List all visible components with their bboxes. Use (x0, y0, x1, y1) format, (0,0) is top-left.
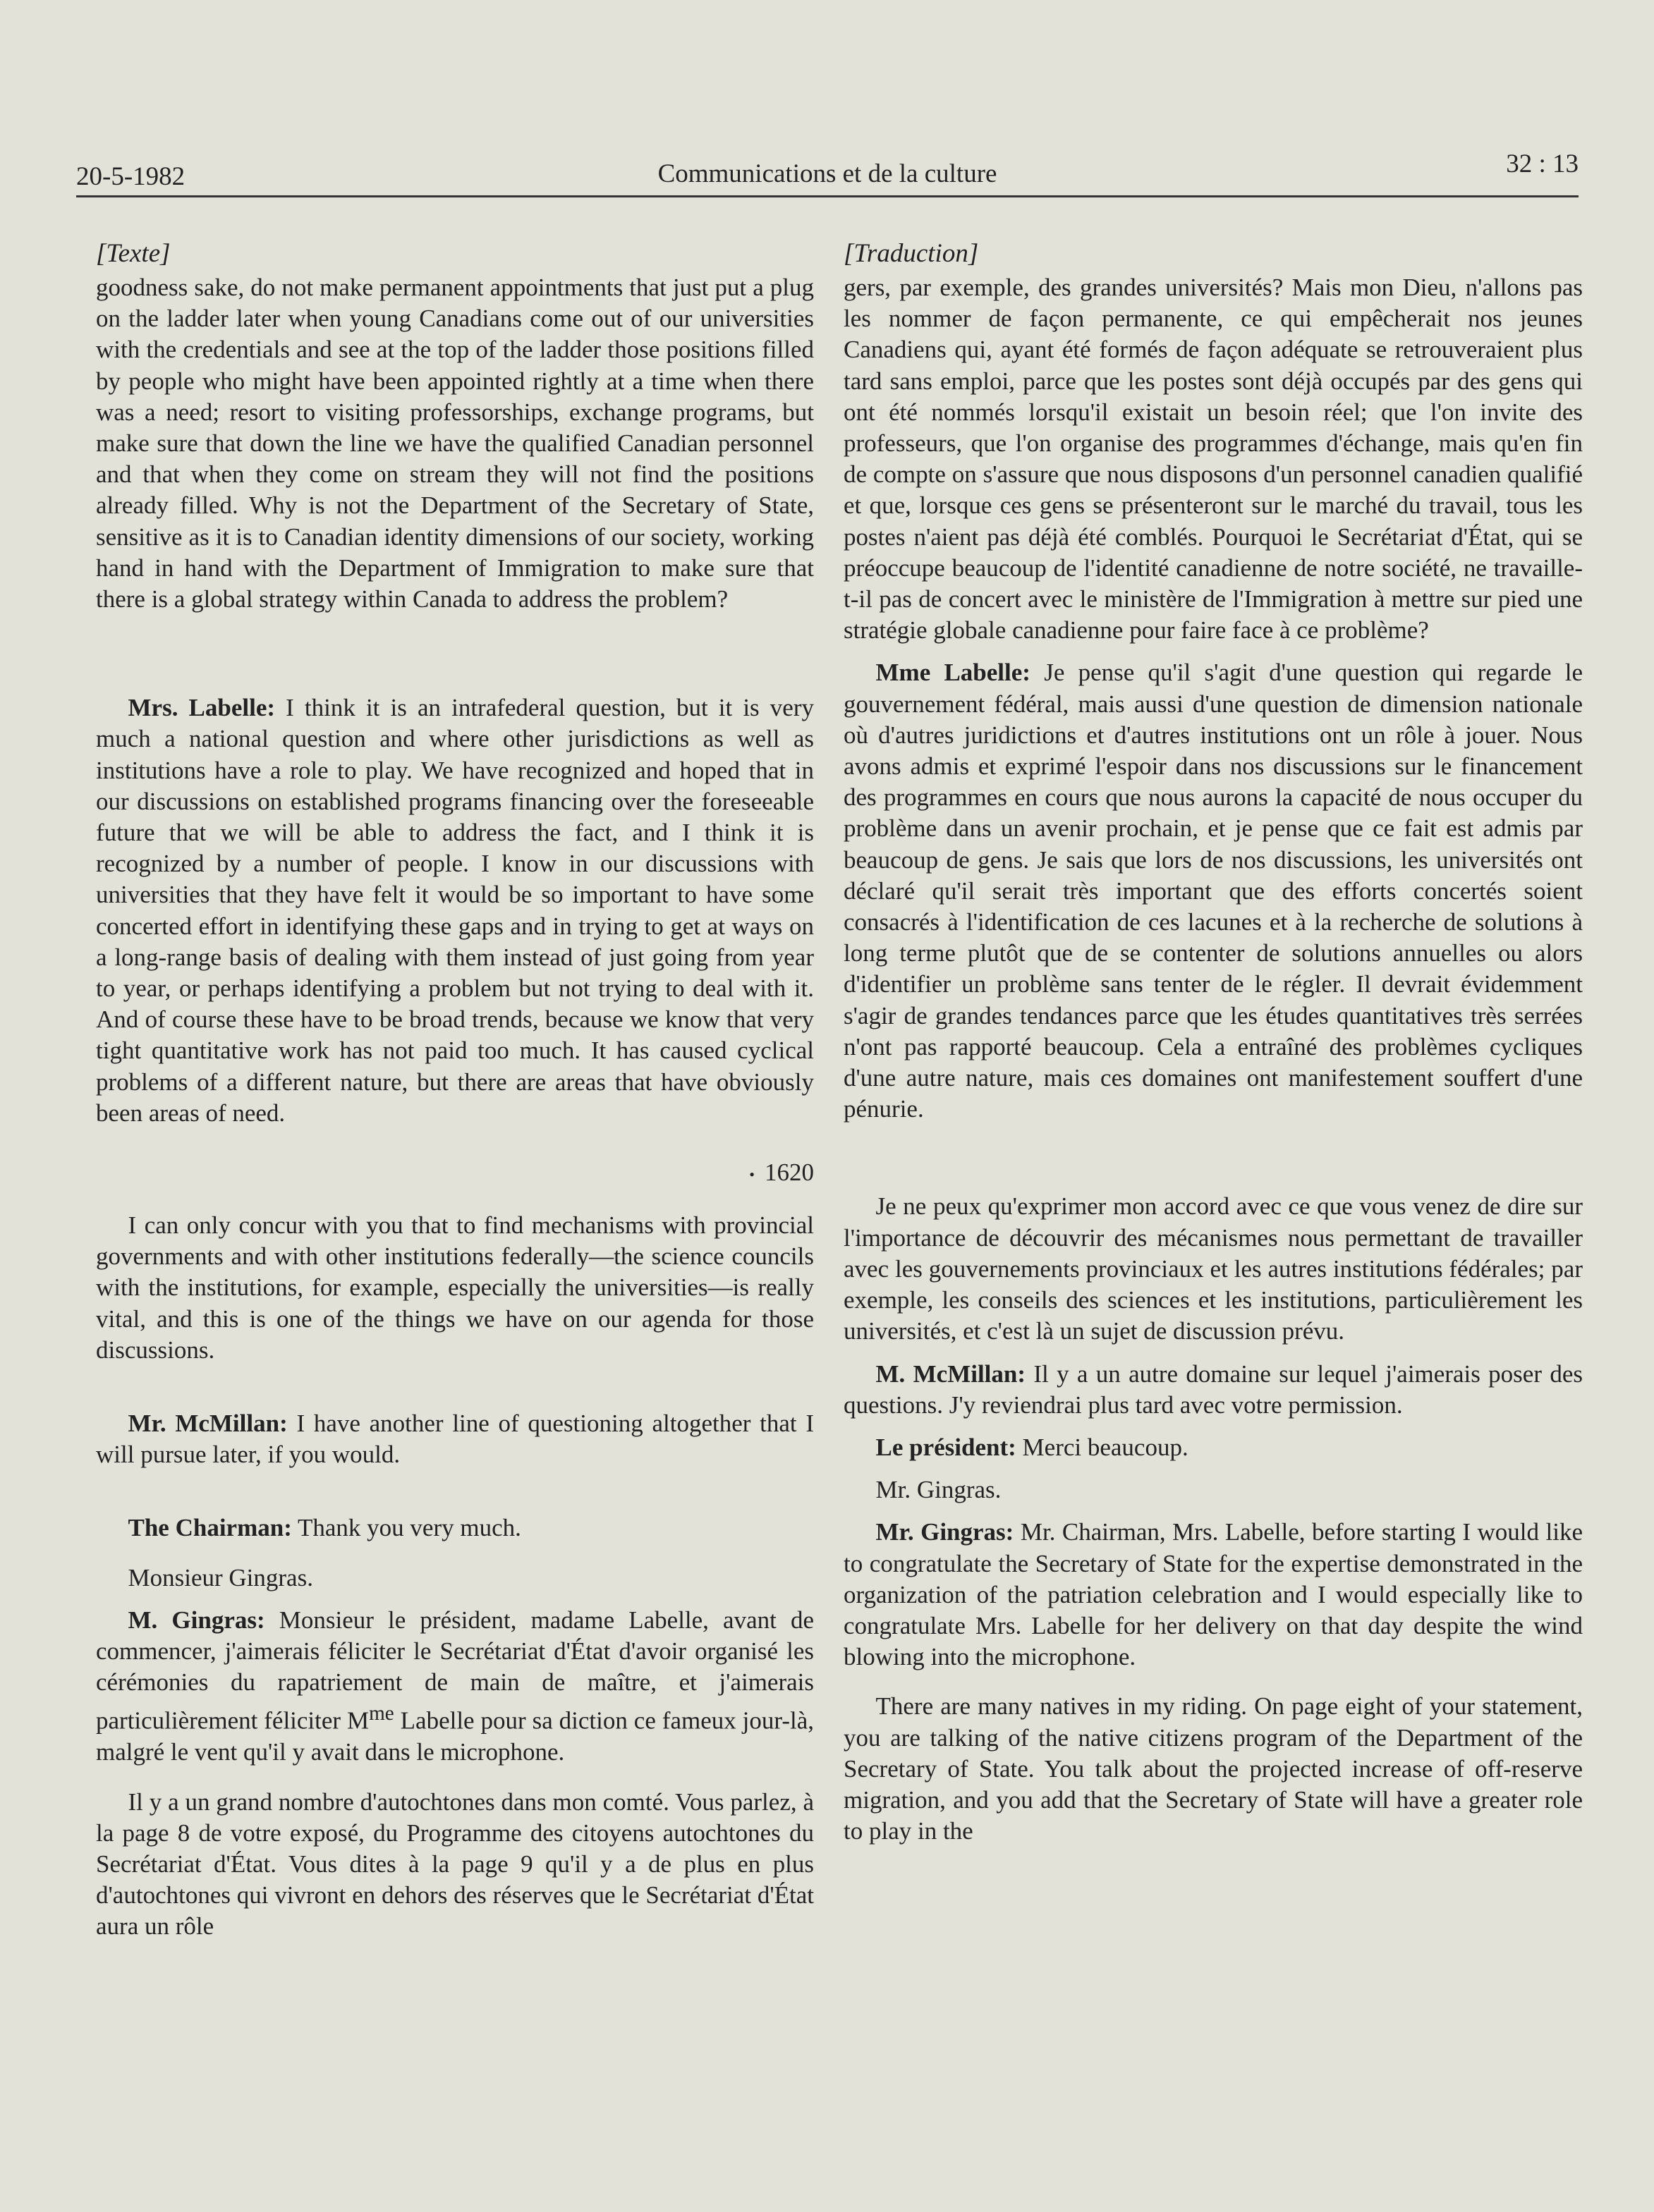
paragraph: M. McMillan: Il y a un autre domaine sur lequel j'aimerais poser des questions. J'y reviendrai plus tard avec votre permission. (844, 1359, 1583, 1419)
header-date: 20-5-1982 (76, 162, 186, 191)
speaker-name: The Chairman: (128, 1514, 292, 1542)
speaker-name: Mme Labelle: (875, 659, 1030, 687)
paragraph: Mr. Gingras: Mr. Chairman, Mrs. Labelle, before starting I would like to congratulate the Secretary of State for the expertise demonstrated in the organization of the patriation celebration and I would especially like to congratulate Mrs. Labelle for her delivery on that day despite the wind blowing into the microphone. (844, 1518, 1583, 1671)
speaker-name: Mr. McMillan: (128, 1410, 288, 1438)
speaker-name: M. Gingras: (128, 1606, 265, 1634)
language-label-texte: [Texte] (96, 239, 171, 268)
paragraph: Mme Labelle: Je pense qu'il s'agit d'une question qui regarde le gouvernement fédéral, mais aussi d'une question de dimension nationale où d'autres juridictions et d'autres institutions ont un rôle à jouer. Nous avons admis et exprimé l'espoir dans nos discussions sur le financement des programmes en cours que nous aurons la capacité de nous occuper du problème dans un avenir prochain, et je pense que ce fait est admis par beaucoup de gens. Je sais que lors de nos discussions, les universités ont déclaré qu'il serait très important que des efforts concertés soient consacrés à l'identification de ces lacunes et à la recherche de solutions à long terme plutôt que de se contenter de solutions annuelles ou alors d'identifier un problème sans tenter de le régler. Il devrait évidemment s'agir de grandes tendances parce que les études quantitatives très serrées n'ont pas rapporté beaucoup. Cela a entraîné des problèmes cycliques d'une autre nature, mais ces domaines ont manifestement souffert d'une pénurie. (844, 659, 1583, 1123)
paragraph: Mrs. Labelle: I think it is an intrafederal question, but it is very much a national question and where other jurisdictions as well as institutions have a role to play. We have recognized and hoped that in our discussions on established programs financing over the foreseeable future that we will be able to address the fact, and I think it is recognized by a number of people. I know in our discussions with universities that they have felt it would be so important to have some concerted effort in identifying these gaps and in trying to get at ways on a long-range basis of dealing with them instead of just going from year to year, or perhaps identifying a problem but not trying to deal with it. And of course these have to be broad trends, because we know that very tight quantitative work has not paid too much. It has caused cyclical problems of a different nature, but there are areas that have obviously been areas of need. (96, 694, 814, 1127)
paragraph: Monsieur Gingras. (128, 1563, 313, 1591)
paragraph: Je ne peux qu'exprimer mon accord avec ce que vous venez de dire sur l'importance de découvrir des mécanismes nous permettant de travailler avec les gouvernements provinciaux et les autres institutions fédérales; par exemple, les conseils des sciences et les institutions, particulièrement les universités, et c'est là un sujet de discussion prévu. (844, 1192, 1583, 1345)
right-column-french (844, 238, 1583, 1847)
paragraph: There are many natives in my riding. On page eight of your statement, you are talking of the native citizens program of the Department of the Secretary of State. You talk about the projected increase of off-reserve migration, and you add that the Secretary of State will have a greater role to play in the (844, 1692, 1583, 1845)
header-title: Communications et de la culture (657, 159, 997, 188)
language-label-traduction: [Traduction] (844, 239, 979, 268)
paragraph: M. Gingras: Monsieur le président, madame Labelle, avant de commencer, j'aimerais féliciter le Secrétariat d'État d'avoir organisé les cérémonies du rapatriement de main de maître, et j'aimerais particulièrement féliciter $M^{me}$ Labelle pour sa diction ce fameux jour-là, malgré le vent qu'il y avait dans le microphone. (96, 1606, 814, 1766)
left-column-english (96, 238, 814, 1943)
paragraph: Le président: Merci beaucoup. (875, 1433, 1188, 1461)
speaker-name: M. McMillan: (875, 1359, 1026, 1388)
page-header (76, 147, 1579, 197)
bullet-icon: • (749, 1166, 755, 1184)
paragraph: gers, par exemple, des grandes universités? Mais mon Dieu, n'allons pas les nommer de façon permanente, ce qui empêcherait nos jeunes Canadiens qui, ayant été formés de façon adéquate se retrouveraient plus tard sans emploi, parce que les postes sont déjà occupés par des gens qui ont été nommés lorsqu'il existait un besoin réel; que l'on invite des professeurs, que l'on organise des programmes d'échange, mais qu'en fin de compte on s'assure que nous disposons d'un personnel canadien qualifié et que, lorsque ces gens se présenteront sur le marché du travail, tous les postes n'aient pas déjà été comblés. Pourquoi le Secrétariat d'État, qui se préoccupe beaucoup de l'identité canadienne de notre société, ne travaille-t-il pas de concert avec le ministère de l'Immigration à mettre sur pied une stratégie globale canadienne pour faire face à ce problème? (844, 274, 1583, 644)
header-rule (76, 195, 1579, 197)
paragraph: I can only concur with you that to find mechanisms with provincial governments and with other institutions federally—the science councils with the institutions, for example, especially the universities—is really vital, and this is one of the things we have on our agenda for those discussions. (96, 1211, 814, 1364)
speaker-name: Le président: (875, 1433, 1016, 1461)
paragraph: goodness sake, do not make permanent appointments that just put a plug on the ladder later when young Canadians come out of our universities with the credentials and see at the top of the ladder those positions filled by people who might have been appointed rightly at a time when there was a need; resort to visiting professorships, exchange programs, but make sure that down the line we have the qualified Canadian personnel and that when they come on stream they will not find the positions already filled. Why is not the Department of the Secretary of State, sensitive as it is to Canadian identity dimensions of our society, working hand in hand with the Department of Immigration to make sure that there is a global strategy within Canada to address the problem? (96, 274, 814, 613)
speaker-name: Mr. Gingras: (875, 1518, 1014, 1546)
speaker-name: Mrs. Labelle: (128, 694, 276, 722)
header-page-number: 32 : 13 (1506, 149, 1579, 178)
paragraph: Il y a un grand nombre d'autochtones dans mon comté. Vous parlez, à la page 8 de votre exposé, du Programme des citoyens autochtones du Secrétariat d'État. Vous dites à la page 9 qu'il y a de plus en plus d'autochtones qui vivront en dehors des réserves que le Secrétariat d'État aura un rôle (96, 1788, 814, 1941)
paragraph: Mr. McMillan: I have another line of questioning altogether that I will pursue later, if you would. (96, 1410, 814, 1469)
paragraph: Mr. Gingras. (875, 1476, 1002, 1504)
paragraph: The Chairman: Thank you very much. (128, 1514, 521, 1542)
time-marker: • 1620 (749, 1159, 814, 1187)
